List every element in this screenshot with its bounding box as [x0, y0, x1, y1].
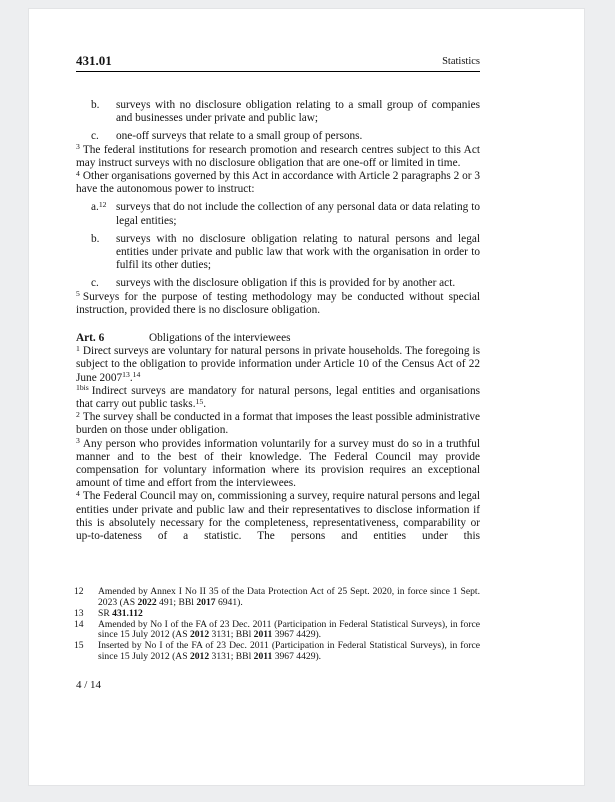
list-item-marker: c.: [91, 130, 99, 143]
footnote-text: Inserted by No I of the FA of 23 Dec. 2011 (Participation in Federal Statistical Surveys), in force since 15 July 2012 (AS 2012 3131; BBl 2011 3967 4429).: [98, 640, 480, 663]
header-section-title: Statistics: [442, 56, 480, 67]
list-item-marker: a.$^{12}$: [91, 199, 107, 214]
article-title: Obligations of the interviewees: [149, 332, 291, 345]
paragraph-3: [76, 144, 480, 170]
paragraph-text: Any person who provides information voluntarily for a survey must do so in a truthful manner and to the best of their knowledge. The Federal Council may provide compensation for voluntary information where its provision requires an exceptional amount of time and effort from the interviewees.: [76, 437, 480, 490]
footnote-number: 14: [74, 618, 84, 630]
document-body: [76, 99, 480, 543]
list-item-text: surveys with no disclosure obligation relating to natural persons and legal entities under private and public law that work with the organisation in order to fulfil its other duties;: [116, 232, 480, 272]
sentence-period: .: [203, 398, 207, 411]
article6-paragraph-1bis: [76, 385, 480, 411]
footnote-text: Amended by No I of the FA of 23 Dec. 2011 (Participation in Federal Statistical Surveys), in force since 15 July 2012 (AS 2012 3131; BBl 2011 3967 4429).: [98, 618, 480, 641]
article6-paragraph-2: [76, 411, 480, 437]
paragraph-marker: 4: [76, 168, 80, 178]
list-item-b1: [76, 99, 480, 125]
paragraph-text: Indirect surveys are mandatory for natural persons, legal entities and organisations that carry out public tasks.: [76, 384, 480, 411]
footnote-reference: 14: [132, 370, 141, 380]
footnote-text: SR 431.112: [98, 607, 143, 619]
footnote-item: [76, 641, 480, 663]
footnote-text: Amended by Annex I No II 35 of the Data Protection Act of 25 Sept. 2020, in force since 1 Sept. 2023 (AS 2022 491; BBl 2017 6941).: [98, 586, 480, 609]
paragraph-marker: 3: [76, 142, 80, 152]
doc-number: 431.01: [76, 53, 112, 68]
list-item-text: surveys with the disclosure obligation if this is provided for by another act.: [116, 277, 456, 290]
footnote-number: 12: [74, 586, 84, 598]
list-item-a2: [76, 201, 480, 227]
header-rule: [76, 71, 480, 72]
paragraph-marker: 3: [76, 436, 80, 446]
list-item-marker: c.: [91, 277, 99, 290]
list-item-text: surveys with no disclosure obligation relating to a small group of companies and businesses under private and public law;: [116, 99, 480, 125]
article-heading: [76, 332, 480, 345]
footnote-item: [76, 587, 480, 609]
footnote-number: 15: [74, 640, 84, 652]
footnote-reference: 12: [98, 199, 107, 209]
paragraph-5: [76, 291, 480, 317]
document-page: [28, 8, 585, 786]
footnote-reference: 13: [122, 370, 130, 380]
list-item-text: surveys that do not include the collection of any personal data or data relating to legal entities;: [116, 201, 480, 227]
article6-paragraph-4: [76, 490, 480, 543]
article6-paragraph-1: [76, 345, 480, 385]
footnote-reference: 15: [195, 396, 204, 406]
paragraph-marker: 1: [76, 343, 80, 353]
footnote-list: [76, 587, 480, 663]
paragraph-text: The Federal Council may on, commissioning a survey, require natural persons and legal entities under private and public law and their representatives to disclose information if this is absolutely necessary for the completeness, representativeness, comparability or up-to-dateness of a statistic. The persons and entities under this: [76, 490, 480, 543]
footnote-number: 13: [74, 607, 84, 619]
paragraph-text: Other organisations governed by this Act in accordance with Article 2 paragraphs 2 or 3 have the autonomous power to instruct:: [76, 170, 480, 196]
article-number: Art. 6: [76, 332, 105, 345]
list-item-text: one-off surveys that relate to a small group of persons.: [116, 130, 363, 143]
list-item-c2: [76, 277, 480, 290]
list-item-b2: [76, 233, 480, 273]
paragraph-text: The federal institutions for research promotion and research centres subject to this Act may instruct surveys with no disclosure obligation that are one-off or limited in time.: [76, 143, 480, 169]
page-header: [76, 54, 480, 68]
paragraph-marker: 4: [76, 489, 80, 499]
paragraph-marker: 2: [76, 409, 80, 419]
page-number: 4 / 14: [76, 678, 102, 691]
paragraph-text: The survey shall be conducted in a format that imposes the least possible administrative burden on those under obligation.: [76, 411, 480, 437]
list-item-marker: b.: [91, 232, 100, 245]
paragraph-marker: 1bis: [76, 383, 89, 393]
paragraph-4: [76, 170, 480, 196]
sentence-period: .: [129, 371, 133, 384]
list-item-marker: b.: [91, 99, 100, 111]
article6-paragraph-3: [76, 438, 480, 491]
paragraph-text: Surveys for the purpose of testing methodology may be conducted without special instruction, provided there is no disclosure obligation.: [76, 290, 480, 316]
paragraph-text: Direct surveys are voluntary for natural persons in private households. The foregoing is subject to the obligation to provide information under Article 10 of the Census Act of 22 June 2007: [76, 345, 480, 384]
footnote-item: [76, 620, 480, 642]
list-item-c1: [76, 130, 480, 143]
paragraph-marker: 5: [76, 289, 80, 299]
